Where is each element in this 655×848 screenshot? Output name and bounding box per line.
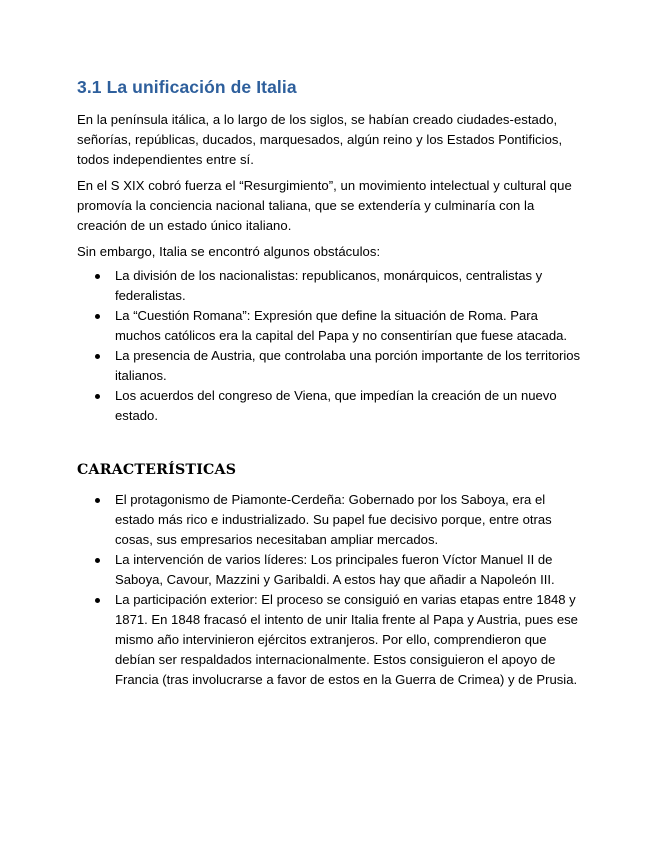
list-item-text: El protagonismo de Piamonte-Cerdeña: Gobernado por los Saboya, era el estado más rico e industrializado. Su papel fue decisivo porque, entre otras cosas, sus empresarios necesitaban ampliar mercados. xyxy=(115,492,552,547)
bullet-icon xyxy=(95,354,100,359)
obstacles-intro-paragraph: Sin embargo, Italia se encontró algunos obstáculos: xyxy=(77,244,381,259)
bullet-icon xyxy=(95,274,100,279)
list-item-text: La división de los nacionalistas: republicanos, monárquicos, centralistas y federalistas. xyxy=(115,268,543,303)
list-item xyxy=(77,306,582,346)
bullet-icon xyxy=(95,498,100,503)
list-item xyxy=(77,550,582,590)
intro-paragraph: En la península itálica, a lo largo de los siglos, se habían creado ciudades-estado, señorías, repúblicas, ducados, marquesados, algún reino y los Estados Pontificios, todos independientes entre sí. xyxy=(77,112,563,167)
section-heading: 3.1 La unificación de Italia xyxy=(77,77,297,97)
spacer xyxy=(77,480,582,490)
list-item-text: La “Cuestión Romana”: Expresión que define la situación de Roma. Para muchos católicos era la capital del Papa y no consentirían que fuese atacada. xyxy=(115,308,568,343)
spacer xyxy=(77,426,582,460)
bullet-icon xyxy=(95,558,100,563)
obstacles-list xyxy=(77,266,582,426)
list-item-text: La participación exterior: El proceso se consiguió en varias etapas entre 1848 y 1871. En 1848 fracasó el intento de unir Italia frente al Papa y Austria, pues ese mismo año intervinieron ejércitos extranjeros. Por ello, comprendieron que debían ser respaldados internacionalmente. Estos consiguieron el apoyo de Francia (tras involucrarse a favor de estos en la Guerra de Crimea) y de Prusia. xyxy=(115,592,578,687)
list-item-text: La presencia de Austria, que controlaba una porción importante de los territorios italianos. xyxy=(115,348,581,383)
bullet-icon xyxy=(95,598,100,603)
list-item xyxy=(77,490,582,550)
list-item-text: Los acuerdos del congreso de Viena, que impedían la creación de un nuevo estado. xyxy=(115,388,557,423)
list-item xyxy=(77,266,582,306)
document-page xyxy=(77,76,582,690)
resurgimiento-paragraph: En el S XIX cobró fuerza el “Resurgimiento”, un movimiento intelectual y cultural que promovía la conciencia nacional taliana, que se extendería y culminaría con la creación de un estado único italiano. xyxy=(77,178,572,233)
characteristics-list xyxy=(77,490,582,690)
list-item-text: La intervención de varios líderes: Los principales fueron Víctor Manuel II de Saboya, Cavour, Mazzini y Garibaldi. A estos hay que añadir a Napoleón III. xyxy=(115,552,555,587)
list-item xyxy=(77,386,582,426)
characteristics-title: CARACTERÍSTICAS xyxy=(77,462,237,478)
bullet-icon xyxy=(95,314,100,319)
bullet-icon xyxy=(95,394,100,399)
list-item xyxy=(77,346,582,386)
list-item xyxy=(77,590,582,690)
